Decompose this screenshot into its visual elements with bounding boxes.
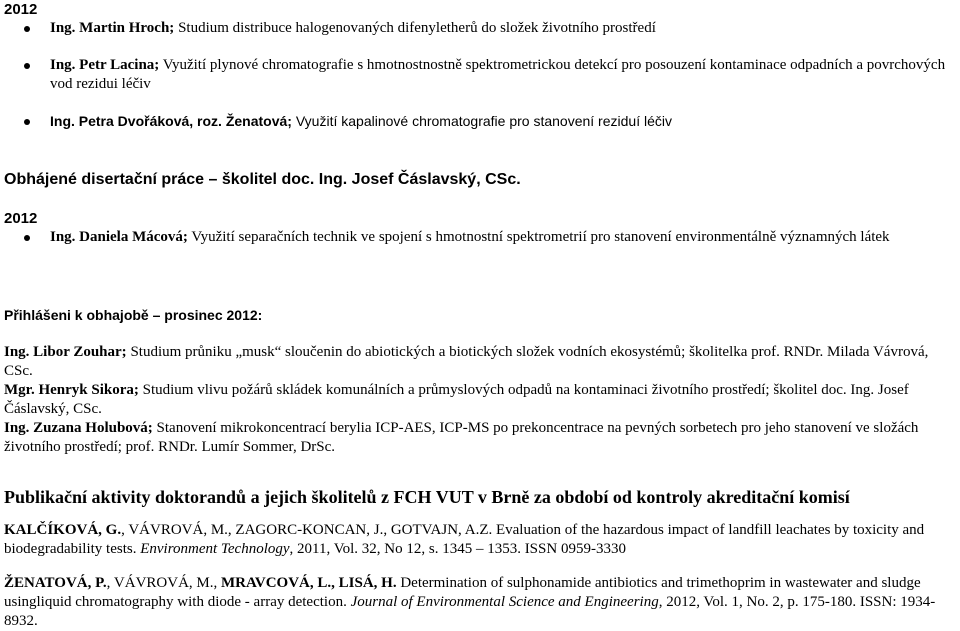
- entries: [4, 343, 956, 457]
- year-heading: 2012: [4, 210, 38, 227]
- thesis-list: [4, 228, 956, 247]
- section-heading: Obhájené disertační práce – školitel doc. Ing. Josef Čáslavský, CSc.: [4, 171, 521, 188]
- student-name: Ing. Martin Hroch;: [50, 20, 175, 36]
- author-bold: ŽENATOVÁ, P.: [4, 575, 107, 591]
- entry-text: Studium vlivu požárů skládek komunálních a průmyslových odpadů na kontaminaci životního prostředí; školitel doc. Ing. Josef Čáslavský, CSc.: [4, 382, 909, 417]
- section-ongoing-theses: [4, 0, 956, 131]
- student-name: Mgr. Henryk Sikora;: [4, 382, 139, 398]
- thesis-title: Využití plynové chromatografie s hmotnostnostně spektrometrickou detekcí pro posouzení kontaminace odpadních a povrchových vod rezidui léčiv: [50, 57, 946, 92]
- reference: [4, 574, 956, 631]
- thesis-list: [4, 19, 956, 131]
- ref-tail: , 2011, Vol. 32, No 12, s. 1345 – 1353. ISSN 0959-3330: [289, 541, 626, 557]
- student-name: Ing. Libor Zouhar;: [4, 344, 127, 360]
- ref-title: Evaluation of the hazardous impact of landfill leachates by toxicity and biodegradability tests.: [4, 522, 925, 557]
- section-heading: Přihlášeni k obhajobě – prosinec 2012:: [4, 307, 263, 323]
- year-heading: 2012: [4, 1, 38, 18]
- author-bold: MRAVCOVÁ, L., LISÁ, H.: [221, 575, 397, 591]
- list-item: [4, 56, 956, 94]
- list-item: [4, 112, 956, 131]
- list-item: [4, 228, 956, 247]
- reference: [4, 521, 956, 559]
- entry-text: Studium průniku „musk“ sloučenin do abiotických a biotických složek vodních ekosystémů; školitelka prof. RNDr. Milada Vávrová, CSc.: [4, 344, 929, 379]
- section-defended-theses: [4, 170, 956, 247]
- student-name: Ing. Daniela Mácová;: [50, 229, 188, 245]
- authors: , VÁVROVÁ, M.,: [106, 575, 221, 591]
- entry: [4, 381, 956, 419]
- entry-text: Stanovení mikrokoncentrací berylia ICP-AES, ICP-MS po prekoncentrace na pevných sorbetech pro jeho stanovení ve složách životního prostředí; prof. RNDr. Lumír Sommer, DrSc.: [4, 420, 919, 455]
- student-name: Ing. Petr Lacina;: [50, 57, 160, 73]
- ref-title: Determination of sulphonamide antibiotics and trimethoprim in wastewater and sludge usingliquid chromatography with diode - array detection.: [4, 575, 921, 610]
- journal-name: Journal of Environmental Science and Engineering: [350, 594, 659, 610]
- thesis-title: Využití kapalinové chromatografie pro stanovení reziduí léčiv: [291, 113, 672, 129]
- thesis-title: Studium distribuce halogenovaných difenyletherů do složek životního prostředí: [174, 20, 656, 36]
- journal-name: Environment Technology: [140, 541, 290, 557]
- section-publications: [4, 488, 956, 631]
- student-name: Ing. Petra Dvořáková, roz. Ženatová;: [50, 113, 292, 129]
- student-name: Ing. Zuzana Holubová;: [4, 420, 153, 436]
- author-bold: KALČÍKOVÁ, G.: [4, 522, 122, 538]
- entry: [4, 343, 956, 381]
- list-item: [4, 19, 956, 38]
- thesis-title: Využití separačních technik ve spojení s hmotnostní spektrometrií pro stanovení environmentálně významných látek: [187, 229, 890, 245]
- section-heading: Publikační aktivity doktorandů a jejich školitelů z FCH VUT v Brně za období od kontroly akreditační komisí: [4, 487, 850, 507]
- authors: , VÁVROVÁ, M., ZAGORC-KONCAN, J., GOTVAJN, A.Z.: [121, 522, 493, 538]
- ref-tail: , 2012, Vol. 1, No. 2, p. 175-180. ISSN: 1934-8932.: [4, 594, 936, 629]
- section-registered-defense: [4, 306, 956, 457]
- entry: [4, 419, 956, 457]
